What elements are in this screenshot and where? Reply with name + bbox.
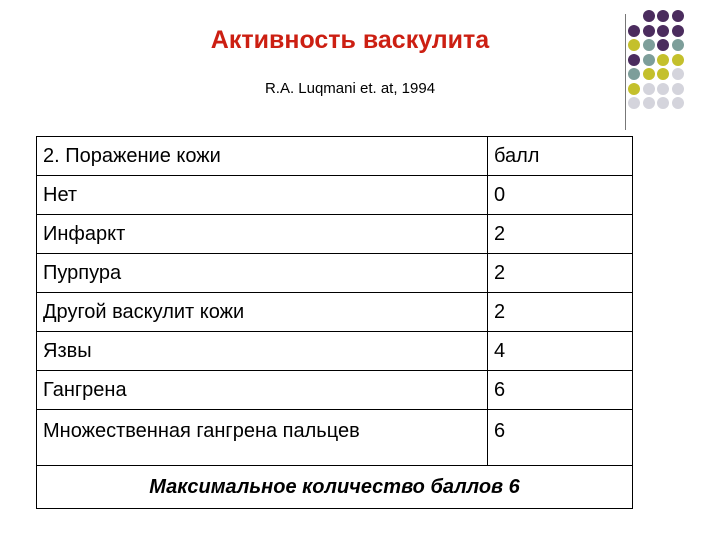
decorative-dot bbox=[672, 83, 684, 95]
decorative-dot bbox=[643, 39, 655, 51]
decorative-dot bbox=[628, 39, 640, 51]
row-score: 2 bbox=[488, 215, 633, 254]
slide-title: Активность васкулита bbox=[210, 26, 490, 54]
decorative-dot bbox=[657, 25, 669, 37]
row-label: Пурпура bbox=[37, 254, 488, 293]
decorative-dot bbox=[672, 68, 684, 80]
slide-subtitle: R.A. Luqmani et. at, 1994 bbox=[264, 80, 436, 97]
decorative-dot bbox=[672, 25, 684, 37]
decorative-dot bbox=[628, 68, 640, 80]
decorative-dot bbox=[643, 54, 655, 66]
row-label: Нет bbox=[37, 176, 488, 215]
decorative-dot bbox=[657, 10, 669, 22]
decorative-dot bbox=[657, 54, 669, 66]
decorative-dot-grid bbox=[624, 10, 720, 115]
decorative-dot bbox=[643, 68, 655, 80]
row-score: 6 bbox=[488, 410, 633, 466]
decorative-dot bbox=[657, 97, 669, 109]
decorative-dot bbox=[657, 39, 669, 51]
max-score-note: Максимальное количество баллов 6 bbox=[37, 466, 633, 509]
table-row bbox=[37, 176, 633, 215]
decorative-dot bbox=[657, 68, 669, 80]
skin-lesion-score-table bbox=[36, 136, 633, 509]
table-row bbox=[37, 293, 633, 332]
table-footer-row bbox=[37, 466, 633, 509]
row-label: Множественная гангрена пальцев bbox=[37, 410, 488, 466]
decorative-dot bbox=[643, 25, 655, 37]
row-label: Другой васкулит кожи bbox=[37, 293, 488, 332]
decorative-dot bbox=[643, 10, 655, 22]
row-label: Инфаркт bbox=[37, 215, 488, 254]
decorative-dot bbox=[672, 97, 684, 109]
row-score: 0 bbox=[488, 176, 633, 215]
decorative-dot bbox=[643, 83, 655, 95]
row-score: 6 bbox=[488, 371, 633, 410]
row-score: 2 bbox=[488, 293, 633, 332]
decorative-dot bbox=[628, 83, 640, 95]
row-score: 2 bbox=[488, 254, 633, 293]
decorative-dot bbox=[657, 83, 669, 95]
decorative-dot bbox=[672, 39, 684, 51]
table-row bbox=[37, 215, 633, 254]
header-cell-lesion: 2. Поражение кожи bbox=[37, 137, 488, 176]
decorative-dot bbox=[628, 54, 640, 66]
row-label: Гангрена bbox=[37, 371, 488, 410]
table-row bbox=[37, 410, 633, 466]
row-label: Язвы bbox=[37, 332, 488, 371]
decorative-dot bbox=[643, 97, 655, 109]
table-row bbox=[37, 254, 633, 293]
decorative-dot bbox=[672, 54, 684, 66]
decorative-dot bbox=[672, 10, 684, 22]
table-row bbox=[37, 332, 633, 371]
decorative-dot bbox=[628, 25, 640, 37]
row-score: 4 bbox=[488, 332, 633, 371]
table-row bbox=[37, 371, 633, 410]
decorative-dot bbox=[628, 97, 640, 109]
table-header-row bbox=[37, 137, 633, 176]
header-cell-score: балл bbox=[488, 137, 633, 176]
